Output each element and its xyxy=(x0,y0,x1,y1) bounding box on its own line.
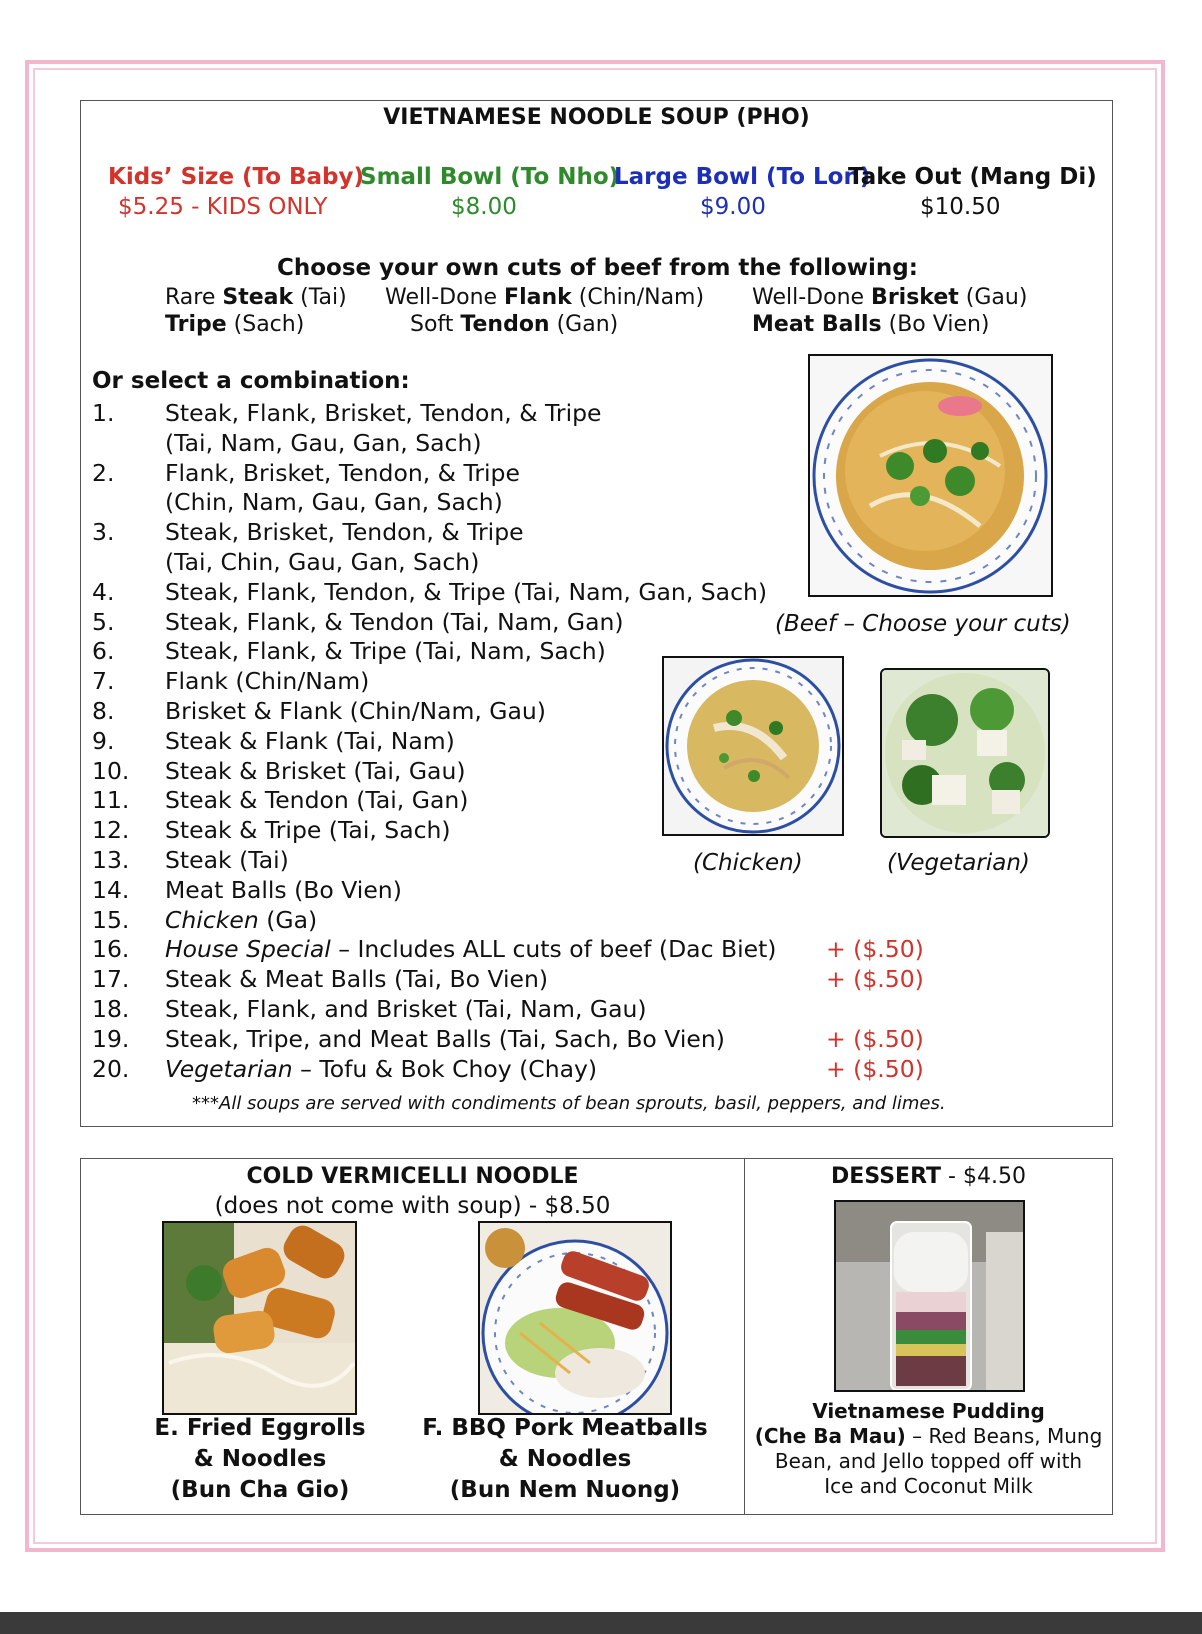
size-small-price: $8.00 xyxy=(451,194,517,220)
vermicelli-subtitle: (does not come with soup) - $8.50 xyxy=(214,1193,611,1219)
combo-description: Meat Balls (Bo Vien) xyxy=(165,875,402,904)
combo-description: – Tofu & Bok Choy (Chay) xyxy=(292,1054,598,1083)
combo-description: (Ga) xyxy=(258,905,318,934)
cut-brisket: Well-Done Brisket (Gau) xyxy=(752,285,1028,310)
cut-tripe: Tripe (Sach) xyxy=(165,312,305,337)
combo-italic: Chicken xyxy=(165,905,259,934)
combo-description: Steak, Tripe, and Meat Balls (Tai, Sach, Bo Vien) xyxy=(165,1024,725,1053)
dessert-line3: Bean, and Jello topped off with xyxy=(774,1449,1083,1473)
combo-text xyxy=(165,488,503,516)
combo-number: 4. xyxy=(92,577,115,606)
combo-description: Steak, Flank, & Tendon (Tai, Nam, Gan) xyxy=(165,607,624,636)
combo-number: 9. xyxy=(92,726,115,755)
chicken-pho-photo xyxy=(662,656,844,836)
size-takeout-price: $10.50 xyxy=(920,194,1001,220)
combo-number: 15. xyxy=(92,905,130,934)
size-large-price: $9.00 xyxy=(700,194,766,220)
vegetarian-pho-photo xyxy=(880,668,1050,838)
combo-surcharge: + ($.50) xyxy=(826,935,924,964)
combo-number: 11. xyxy=(92,786,130,815)
dish-f-name xyxy=(415,1413,715,1506)
combo-text xyxy=(165,697,546,725)
combo-text xyxy=(165,399,601,427)
combo-text xyxy=(165,637,606,665)
combo-text xyxy=(165,578,767,606)
combo-description: Steak, Flank, Brisket, Tendon, & Tripe xyxy=(165,399,602,427)
combo-description: Steak & Meat Balls (Tai, Bo Vien) xyxy=(165,965,549,994)
dessert-title: DESSERT - $4.50 xyxy=(831,1164,1026,1189)
combo-description: Steak (Tai) xyxy=(165,846,289,874)
combo-description: (Tai, Chin, Gau, Gan, Sach) xyxy=(165,548,480,576)
combo-text xyxy=(165,548,479,576)
combo-text xyxy=(165,965,548,993)
combo-text xyxy=(165,608,624,636)
combo-text xyxy=(165,786,468,814)
combo-number: 14. xyxy=(92,875,130,904)
dessert-line2: (Che Ba Mau) – Red Beans, Mung xyxy=(754,1424,1103,1448)
dish-e-line1: E. Fried Eggrolls xyxy=(154,1415,366,1441)
dish-f-line1: F. BBQ Pork Meatballs xyxy=(422,1415,708,1441)
size-small-label: Small Bowl (To Nho) xyxy=(360,164,620,190)
combo-description: Flank, Brisket, Tendon, & Tripe xyxy=(165,458,520,487)
combo-text xyxy=(165,667,369,695)
combo-number: 13. xyxy=(92,846,130,874)
combo-text xyxy=(165,1025,725,1053)
cut-flank: Well-Done Flank (Chin/Nam) xyxy=(385,285,705,310)
combo-number: 16. xyxy=(92,935,130,964)
combo-number: 18. xyxy=(92,995,130,1023)
combo-number: 20. xyxy=(92,1054,130,1083)
combo-number: 12. xyxy=(92,816,130,845)
combo-surcharge: + ($.50) xyxy=(826,1054,924,1083)
pork-meatballs-photo xyxy=(478,1221,672,1415)
combo-text xyxy=(165,906,317,934)
combo-text xyxy=(165,995,647,1023)
dessert-description xyxy=(744,1399,1113,1499)
dessert-line4: Ice and Coconut Milk xyxy=(824,1474,1033,1498)
size-kids-price: $5.25 - KIDS ONLY xyxy=(118,194,328,220)
pho-title: VIETNAMESE NOODLE SOUP (PHO) xyxy=(383,105,810,130)
combo-text xyxy=(165,459,520,487)
combo-italic: Vegetarian xyxy=(165,1054,293,1083)
combo-text xyxy=(165,816,451,844)
combo-text xyxy=(165,876,402,904)
combo-number: 17. xyxy=(92,965,130,994)
pudding-photo xyxy=(834,1200,1025,1392)
size-kids-label: Kids’ Size (To Baby) xyxy=(108,164,365,190)
combo-text xyxy=(165,1055,597,1083)
combo-number: 5. xyxy=(92,607,115,636)
chicken-caption: (Chicken) xyxy=(693,850,803,876)
combo-description: Steak, Flank, and Brisket (Tai, Nam, Gau) xyxy=(165,995,647,1023)
cut-tendon: Soft Tendon (Gan) xyxy=(410,312,619,337)
combo-description: (Tai, Nam, Gau, Gan, Sach) xyxy=(165,428,482,457)
combo-description: Steak, Flank, & Tripe (Tai, Nam, Sach) xyxy=(165,637,606,666)
cut-meatballs: Meat Balls (Bo Vien) xyxy=(752,312,990,337)
combo-italic: House Special xyxy=(165,935,331,964)
combo-text xyxy=(165,935,776,963)
combo-text xyxy=(165,757,466,785)
combo-text xyxy=(165,846,289,874)
cuts-heading: Choose your own cuts of beef from the following: xyxy=(277,255,918,281)
dish-f-line2: & Noodles xyxy=(498,1446,632,1472)
combo-number: 10. xyxy=(92,756,130,785)
combo-number: 6. xyxy=(92,637,115,666)
combo-description: Steak & Tendon (Tai, Gan) xyxy=(165,786,469,815)
combo-description: Steak, Brisket, Tendon, & Tripe xyxy=(165,518,524,547)
beef-pho-photo xyxy=(808,354,1053,597)
combo-surcharge: + ($.50) xyxy=(826,1024,924,1053)
combo-description: – Includes ALL cuts of beef (Dac Biet) xyxy=(330,935,777,964)
combo-surcharge: + ($.50) xyxy=(826,965,924,994)
combo-description: Flank (Chin/Nam) xyxy=(165,667,370,696)
combo-number: 2. xyxy=(92,458,115,487)
combo-heading: Or select a combination: xyxy=(92,368,410,394)
combo-description: (Chin, Nam, Gau, Gan, Sach) xyxy=(165,488,503,517)
dish-e-name xyxy=(110,1413,410,1506)
bottom-bar xyxy=(0,1612,1202,1634)
dish-e-line3: (Bun Cha Gio) xyxy=(170,1477,350,1503)
combo-text xyxy=(165,518,524,546)
combo-number: 19. xyxy=(92,1024,130,1053)
combo-number: 1. xyxy=(92,399,115,427)
cut-steak: Rare Steak (Tai) xyxy=(165,285,347,310)
beef-caption: (Beef – Choose your cuts) xyxy=(775,611,1071,637)
combo-description: Steak & Brisket (Tai, Gau) xyxy=(165,756,466,785)
size-takeout-label: Take Out (Mang Di) xyxy=(848,164,1097,190)
combo-number: 8. xyxy=(92,697,115,725)
combo-description: Brisket & Flank (Chin/Nam, Gau) xyxy=(165,697,546,725)
dish-f-line3: (Bun Nem Nuong) xyxy=(449,1477,681,1503)
combo-text xyxy=(165,429,482,457)
vegetarian-caption: (Vegetarian) xyxy=(887,850,1030,876)
combo-description: Steak, Flank, Tendon, & Tripe (Tai, Nam, Gan, Sach) xyxy=(165,577,768,606)
combo-description: Steak & Tripe (Tai, Sach) xyxy=(165,816,451,845)
combo-number: 3. xyxy=(92,518,115,547)
dish-e-line2: & Noodles xyxy=(193,1446,327,1472)
combo-text xyxy=(165,727,455,755)
dessert-name: Vietnamese Pudding xyxy=(812,1399,1045,1423)
eggrolls-photo xyxy=(162,1221,357,1415)
size-large-label: Large Bowl (To Lon) xyxy=(614,164,871,190)
condiments-note: ***All soups are served with condiments of bean sprouts, basil, peppers, and limes. xyxy=(192,1093,946,1114)
combo-number: 7. xyxy=(92,667,115,696)
vermicelli-title: COLD VERMICELLI NOODLE xyxy=(246,1164,579,1189)
combo-description: Steak & Flank (Tai, Nam) xyxy=(165,726,455,755)
